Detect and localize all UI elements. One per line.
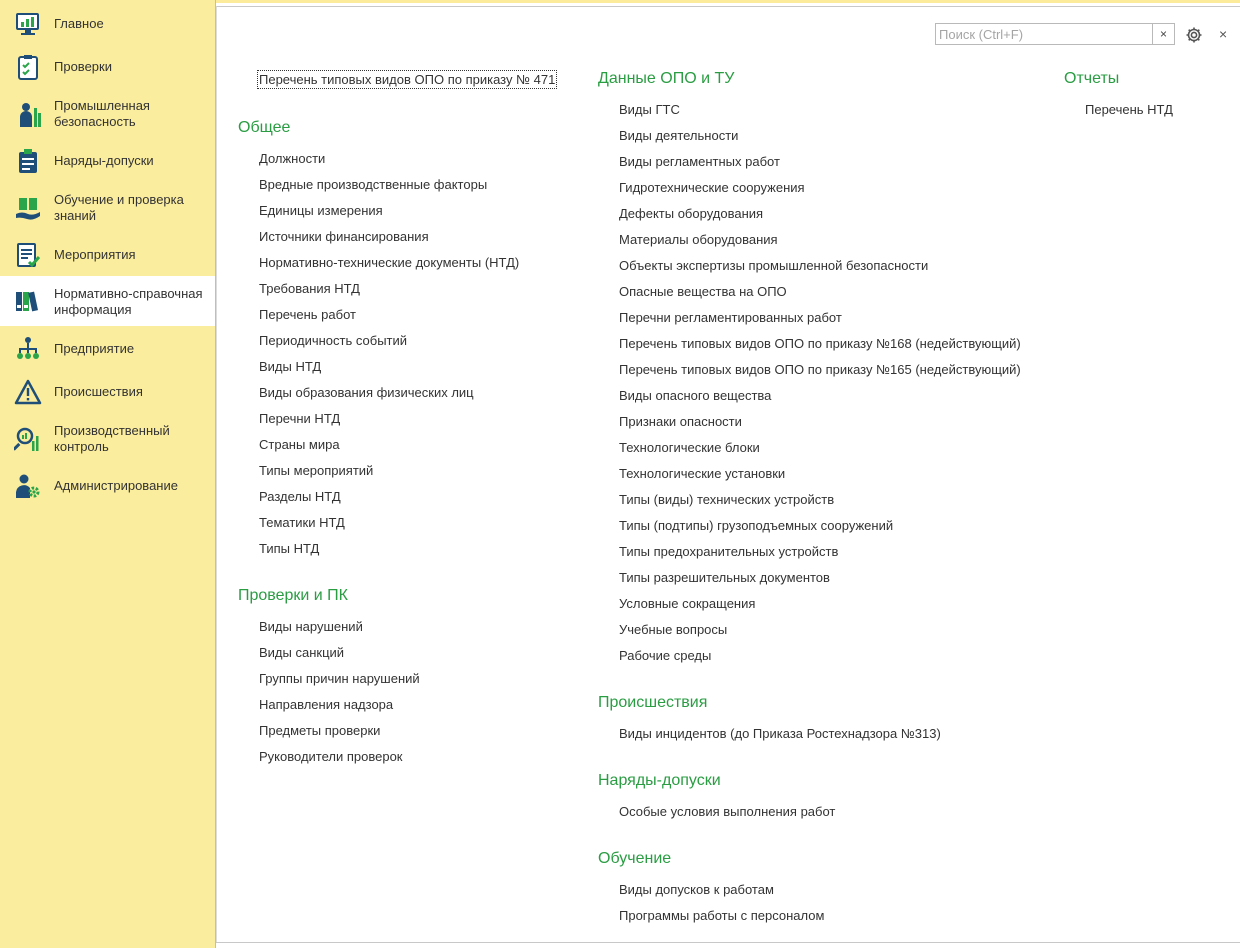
sidebar-item-enterprise[interactable] <box>0 333 215 365</box>
document-check-icon <box>14 241 42 269</box>
list-item[interactable]: Технологические установки <box>619 466 786 481</box>
magnifier-chart-icon <box>14 425 42 453</box>
list-item[interactable]: Условные сокращения <box>619 596 756 611</box>
monitor-chart-icon <box>14 10 42 38</box>
sidebar-item-label: Обучение и проверка знаний <box>54 192 184 223</box>
sidebar-item-label: Главное <box>54 16 104 31</box>
section-heading: Наряды-допуски <box>598 772 721 789</box>
list-item[interactable]: Предметы проверки <box>259 723 381 738</box>
permit-clipboard-icon <box>14 147 42 175</box>
section-heading: Проверки и ПК <box>238 587 348 604</box>
sidebar-item-training[interactable] <box>0 190 215 226</box>
list-item[interactable]: Особые условия выполнения работ <box>619 804 836 819</box>
sidebar-item-reference-info[interactable] <box>0 276 215 326</box>
section-heading: Данные ОПО и ТУ <box>598 70 735 87</box>
sidebar-item-label: Нормативно-справочная информация <box>54 286 203 317</box>
list-item[interactable]: Страны мира <box>259 437 340 452</box>
list-item[interactable]: Программы работы с персоналом <box>619 908 825 923</box>
list-item[interactable]: Типы (подтипы) грузоподъемных сооружений <box>619 518 894 533</box>
list-item[interactable]: Нормативно-технические документы (НТД) <box>259 255 520 270</box>
user-gear-icon <box>14 472 42 500</box>
list-item[interactable]: Единицы измерения <box>259 203 383 218</box>
list-item[interactable]: Направления надзора <box>259 697 394 712</box>
list-item[interactable]: Рабочие среды <box>619 648 712 663</box>
list-item[interactable]: Дефекты оборудования <box>619 206 764 221</box>
list-item[interactable]: Типы НТД <box>259 541 320 556</box>
list-item[interactable]: Периодичность событий <box>259 333 408 348</box>
list-item[interactable]: Признаки опасности <box>619 414 742 429</box>
sidebar-item-label: Администрирование <box>54 478 178 493</box>
list-item[interactable]: Виды регламентных работ <box>619 154 780 169</box>
sidebar <box>0 0 216 948</box>
sidebar-item-label: Наряды-допуски <box>54 153 154 168</box>
gear-icon[interactable] <box>1185 26 1203 44</box>
list-item[interactable]: Типы предохранительных устройств <box>619 544 839 559</box>
list-item[interactable]: Перечень типовых видов ОПО по приказу №165 (недействующий) <box>619 362 1021 377</box>
sidebar-item-administration[interactable] <box>0 470 215 502</box>
list-item[interactable]: Вредные производственные факторы <box>259 177 488 192</box>
list-item[interactable]: Типы мероприятий <box>259 463 374 478</box>
sidebar-item-industrial-safety[interactable] <box>0 96 215 132</box>
list-item[interactable]: Руководители проверок <box>259 749 403 764</box>
sidebar-item-label: Происшествия <box>54 384 143 399</box>
sidebar-item-activities[interactable] <box>0 239 215 271</box>
sidebar-item-inspections[interactable] <box>0 51 215 83</box>
list-item[interactable]: Виды допусков к работам <box>619 882 774 897</box>
list-item[interactable]: Виды инцидентов (до Приказа Ростехнадзора №313) <box>619 726 941 741</box>
sidebar-item-label: Предприятие <box>54 341 135 356</box>
sidebar-item-permits[interactable] <box>0 145 215 177</box>
section-heading: Происшествия <box>598 694 708 711</box>
list-item[interactable]: Виды деятельности <box>619 128 739 143</box>
list-item[interactable]: Материалы оборудования <box>619 232 778 247</box>
industrial-worker-icon <box>14 100 42 128</box>
sidebar-item-label: Производственный контроль <box>54 423 170 454</box>
link-opo-471[interactable]: Перечень типовых видов ОПО по приказу № 471 <box>259 72 556 87</box>
list-item[interactable]: Перечень работ <box>259 307 356 322</box>
org-structure-icon <box>14 335 42 363</box>
list-item[interactable]: Типы разрешительных документов <box>619 570 830 585</box>
list-item[interactable]: Разделы НТД <box>259 489 341 504</box>
search-clear-button[interactable]: × <box>1152 24 1174 44</box>
list-item[interactable]: Перечни регламентированных работ <box>619 310 842 325</box>
book-hand-icon <box>14 194 42 222</box>
list-item[interactable]: Технологические блоки <box>619 440 760 455</box>
list-item[interactable]: Виды образования физических лиц <box>259 385 474 400</box>
list-item[interactable]: Требования НТД <box>259 281 360 296</box>
list-item[interactable]: Группы причин нарушений <box>259 671 420 686</box>
list-item[interactable]: Перечень НТД <box>1085 102 1173 117</box>
bottom-divider <box>216 942 1240 943</box>
sidebar-item-production-control[interactable] <box>0 421 215 457</box>
list-item[interactable]: Тематики НТД <box>259 515 345 530</box>
list-item[interactable]: Опасные вещества на ОПО <box>619 284 787 299</box>
list-item[interactable]: Типы (виды) технических устройств <box>619 492 835 507</box>
list-item[interactable]: Виды опасного вещества <box>619 388 772 403</box>
sidebar-item-label: Проверки <box>54 59 112 74</box>
list-item[interactable]: Виды ГТС <box>619 102 680 117</box>
sidebar-item-label: Промышленная безопасность <box>54 98 150 129</box>
warning-triangle-icon <box>14 378 42 406</box>
sidebar-item-main[interactable] <box>0 8 215 40</box>
section-heading: Общее <box>238 119 291 136</box>
list-item[interactable]: Источники финансирования <box>259 229 429 244</box>
list-item[interactable]: Виды НТД <box>259 359 322 374</box>
close-icon[interactable]: × <box>1219 26 1228 42</box>
list-item[interactable]: Учебные вопросы <box>619 622 728 637</box>
sidebar-item-label: Мероприятия <box>54 247 136 262</box>
list-item[interactable]: Гидротехнические сооружения <box>619 180 805 195</box>
list-item[interactable]: Перечни НТД <box>259 411 341 426</box>
sidebar-item-incidents[interactable] <box>0 376 215 408</box>
list-item[interactable]: Должности <box>259 151 326 166</box>
clipboard-check-icon <box>14 53 42 81</box>
list-item[interactable]: Виды нарушений <box>259 619 363 634</box>
list-item[interactable]: Перечень типовых видов ОПО по приказу №168 (недействующий) <box>619 336 1021 351</box>
section-heading: Отчеты <box>1064 70 1120 87</box>
section-heading: Обучение <box>598 850 672 867</box>
list-item[interactable]: Объекты экспертизы промышленной безопасности <box>619 258 929 273</box>
list-item[interactable]: Виды санкций <box>259 645 345 660</box>
search-input[interactable] <box>936 24 1155 44</box>
binders-icon <box>14 287 42 315</box>
search-box <box>935 23 1175 45</box>
